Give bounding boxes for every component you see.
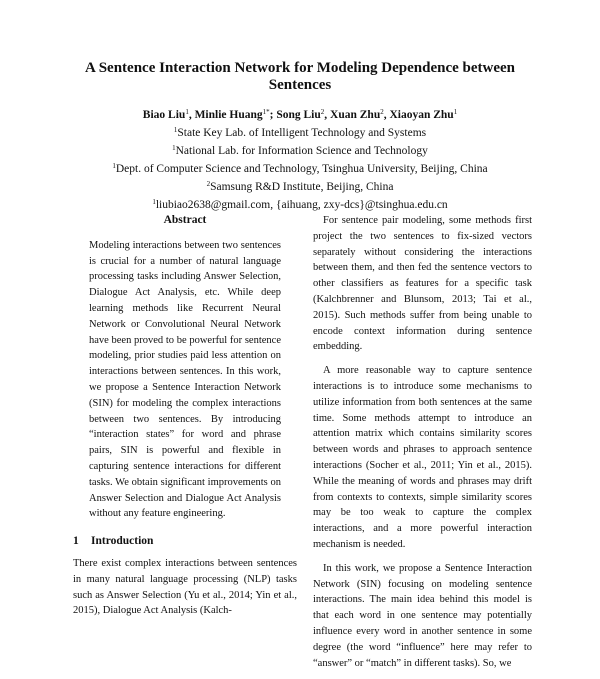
affiliation-text: Dept. of Computer Science and Technology, Tsinghua University, Beijing, China bbox=[115, 163, 488, 175]
author-block bbox=[40, 105, 560, 213]
abstract-text: Modeling interactions between two sentences is crucial for a number of natural language processing tasks including Answer Selection, Dialogue Act Analysis, etc. While deep learning methods like Recurrent Neural Network or Convolutional Neural Network have been proved to be powerful for sentence modeling, prior studies paid less attention on interactions between sentences. In this work, we propose a Sentence Interaction Network (SIN) for modeling the complex interactions between two sentences. By introducing “interaction states” for word and phrase pairs, SIN is powerful and flexible in capturing sentence interactions for different tasks. We obtain significant improvements on Answer Selection and Dialogue Act Analysis without any feature engineering. bbox=[89, 239, 281, 520]
affiliation-text: liubiao2638@gmail.com, {aihuang, zxy-dcs}@tsinghua.edu.cn bbox=[155, 199, 448, 211]
email-line bbox=[40, 195, 560, 213]
author-name: Biao Liu bbox=[142, 109, 186, 121]
affiliation bbox=[40, 159, 560, 177]
body-paragraph: In this work, we propose a Sentence Interaction Network (SIN) focusing on modeling sentence interactions. The main idea behind this model is that each word in one sentence may potentially influence every word in another sentence in some degree (the word “influence” here may refer to “answer” or “match” in different tasks). So, we bbox=[313, 562, 532, 669]
section-heading bbox=[73, 534, 297, 550]
author-name: Song Liu bbox=[276, 109, 321, 121]
author-sup: 2 bbox=[380, 108, 384, 116]
affiliation-sup: 1 bbox=[173, 126, 178, 134]
section-title: Introduction bbox=[91, 535, 154, 548]
intro-paragraph: There exist complex interactions between sentences in many natural language processing (NLP) tasks such as Answer Selection (Yu et al., 2014; Yin et al., 2015), Dialogue Act Analysis (Kalch- bbox=[73, 557, 297, 617]
author-sup: 1* bbox=[262, 108, 270, 116]
affiliation-sup: 1 bbox=[172, 144, 176, 152]
author-list: Biao Liu$^1$, Minlie Huang$^{1*}$; Song Liu$^2$, Xuan Zhu$^2$, Xiaoyan Zhu$^1$ bbox=[142, 108, 458, 121]
paper-title: A Sentence Interaction Network for Modeling Dependence between Sentences bbox=[84, 60, 516, 93]
author-name: Xiaoyan Zhu bbox=[389, 109, 454, 121]
affiliation-text: National Lab. for Information Science and Technology bbox=[175, 145, 428, 157]
affiliation bbox=[40, 177, 560, 195]
author-name: Xuan Zhu bbox=[330, 109, 381, 121]
section-number: 1 bbox=[73, 535, 79, 548]
body-paragraph: For sentence pair modeling, some methods first project the two sentences to fix-sized vectors separately without considering the interactions between them, and then fed the sentence vectors to other classifiers as features for a specific task (Kalchbrenner and Blunsom, 2013; Tai et al., 2015). Such methods suffer from being unable to encode context information during sentence embedding. bbox=[313, 215, 532, 353]
author-name: Minlie Huang bbox=[194, 109, 263, 121]
affiliation-text: State Key Lab. of Intelligent Technology and Systems bbox=[177, 127, 427, 139]
author-sup: 1 bbox=[453, 108, 458, 116]
affiliation bbox=[40, 141, 560, 159]
affiliation bbox=[40, 123, 560, 141]
affiliation-sup: 1 bbox=[152, 198, 156, 206]
affiliation-sup: 2 bbox=[206, 180, 211, 188]
author-sup: 2 bbox=[320, 108, 325, 116]
right-column bbox=[313, 213, 532, 679]
author-sup: 1 bbox=[185, 108, 189, 116]
abstract-heading: Abstract bbox=[163, 214, 207, 226]
body-paragraph: A more reasonable way to capture sentence interactions is to introduce some mechanisms to utilize information from both sentences at the same time. Some methods attempt to introduce an attention matrix which contains similarity scores between words and phrases to approach sentence interactions (Socher et al., 2011; Yin et al., 2015). While the meaning of words and phrases may drift from contexts to contexts, simple similarity scores may be too weak to capture the complex interactions, and a more powerful interaction mechanism is needed. bbox=[313, 365, 532, 550]
left-column bbox=[73, 213, 297, 627]
affiliation-text: Samsung R&D Institute, Beijing, China bbox=[210, 181, 394, 193]
affiliation-sup: 1 bbox=[112, 162, 116, 170]
